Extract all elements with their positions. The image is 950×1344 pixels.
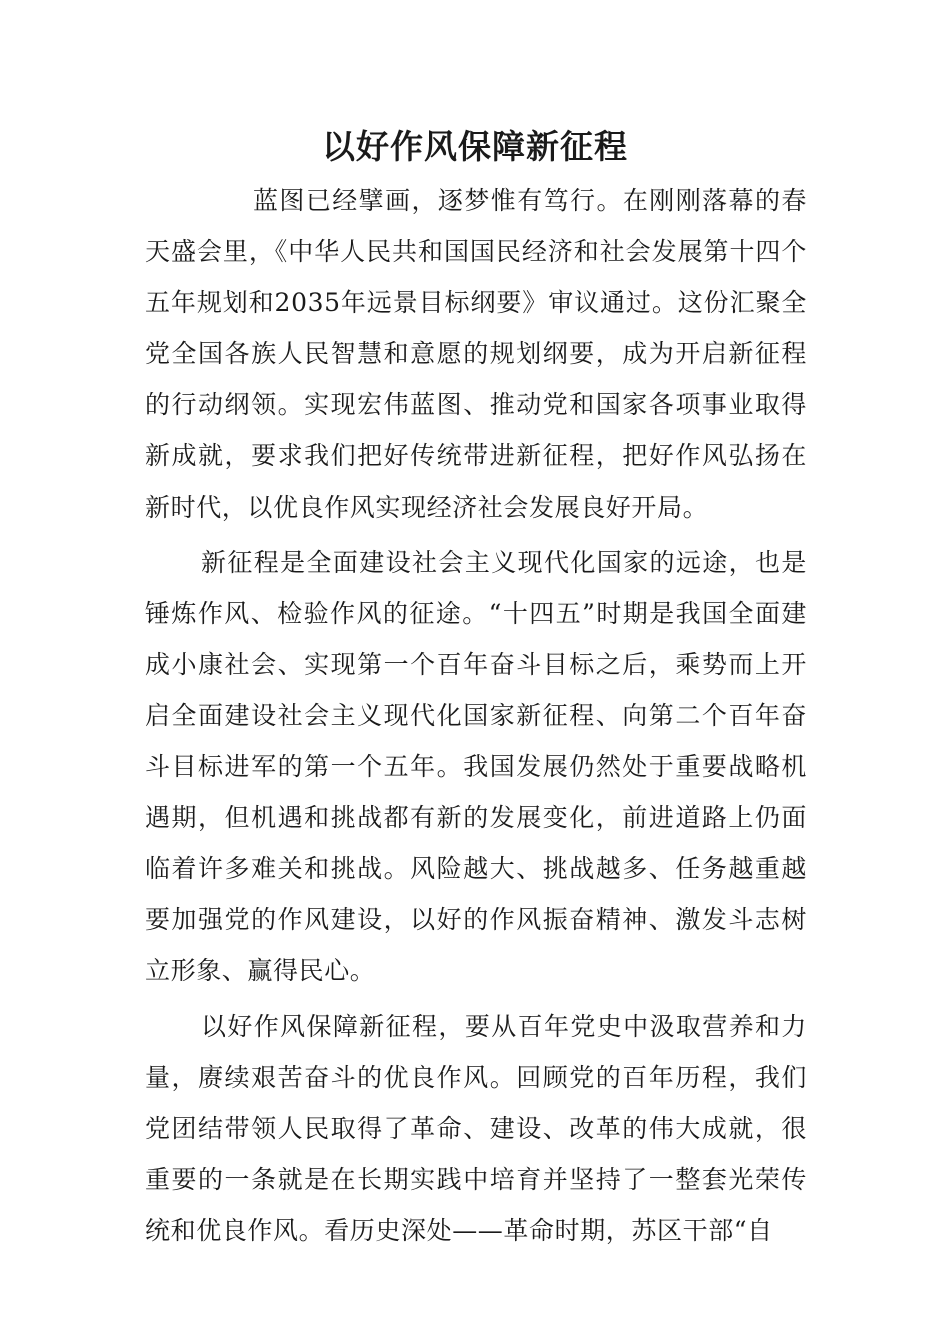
document-title: 以好作风保障新征程 [322, 127, 628, 166]
paragraph-2: 新征程是全面建设社会主义现代化国家的远途，也是锤炼作风、检验作风的征途。“十四五”时期是我国全面建成小康社会、实现第一个百年奋斗目标之后，乘势而上开启全面建设社会主义现代化国家新征程、向第二个百年奋斗目标进军的第一个五年。我国发展仍然处于重要战略机遇期，但机遇和挑战都有新的发展变化，前进道路上仍面临着许多难关和挑战。风险越大、挑战越多、任务越重越要加强党的作风建设，以好的作风振奋精神、激发斗志树立形象、赢得民心。 [145, 547, 807, 986]
paragraph-3: 以好作风保障新征程，要从百年党史中汲取营养和力量，赓续艰苦奋斗的优良作风。回顾党的百年历程，我们党团结带领人民取得了革命、建设、改革的伟大成就，很重要的一条就是在长期实践中培育并坚持了一整套光荣传统和优良作风。看历史深处——革命时期，苏区干部“自 [145, 1011, 807, 1245]
paragraph-1: 蓝图已经擘画，逐梦惟有笃行。在刚刚落幕的春天盛会里，《中华人民共和国国民经济和社会发展第十四个五年规划和2035年远景目标纲要》审议通过。这份汇聚全党全国各族人民智慧和意愿的规划纲要，成为开启新征程的行动纲领。实现宏伟蓝图、推动党和国家各项事业取得新成就，要求我们把好传统带进新征程，把好作风弘扬在新时代，以优良作风实现经济社会发展良好开局。 [145, 186, 807, 522]
document-body [145, 175, 807, 1256]
